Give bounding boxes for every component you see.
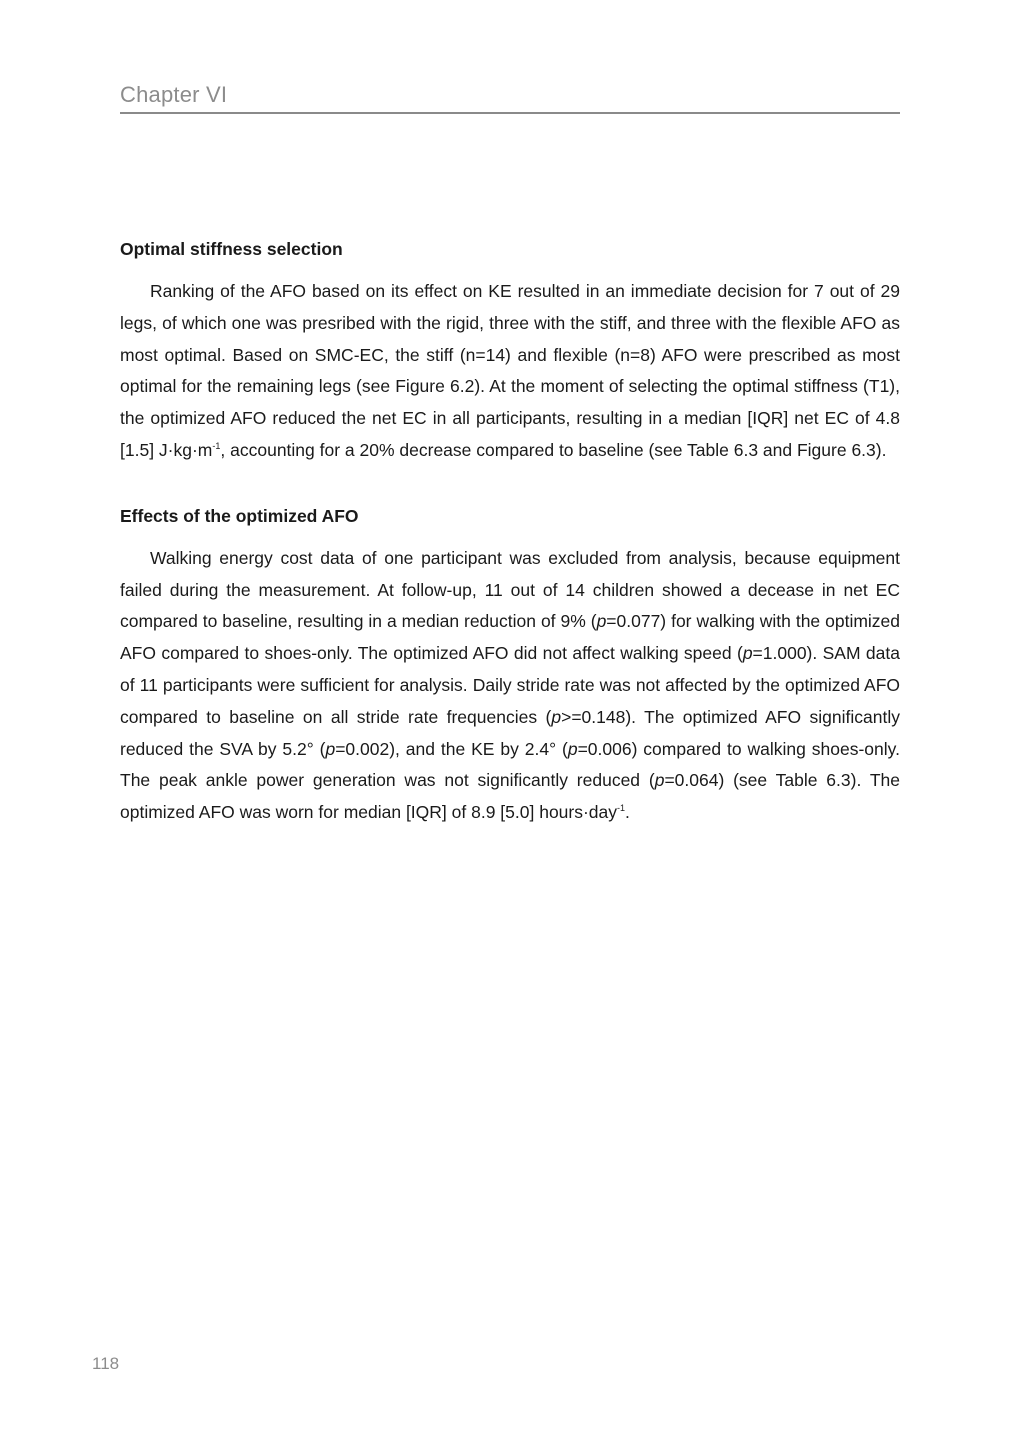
paragraph-optimal-stiffness [120,276,900,467]
paragraph-text: >=0.148). The optimized AFO significantly reduced the SVA by 5.2° ( [120,706,900,759]
page-number: 118 [92,1354,120,1373]
page-header [120,78,900,114]
italic-p: p [742,643,753,664]
paragraph-text: Walking energy cost data of one participant was excluded from analysis, because equipment failed during the measurement. At follow-up, 11 out of 14 children showed a decease in net EC compared to baseline, resulting in a median reduction of 9% ( [120,547,900,632]
paragraph-text: =0.064) (see Table 6.3). The optimized AFO was worn for median [IQR] of 8.9 [5.0] hours·day [120,770,900,823]
paragraph-text: Ranking of the AFO based on its effect on KE resulted in an immediate decision for 7 out of 29 legs, of which one was presribed with the rigid, three with the stiff, and three with the flexible AFO as most optimal. Based on SMC-EC, the stiff (n=14) and flexible (n=8) AFO were prescribed as most optimal for the remaining legs (see Figure 6.2). At the moment of selecting the optimal stiffness (T1), the optimized AFO reduced the net EC in all participants, resulting in a median [IQR] net EC of 4.8 [1.5] J·kg·m [120,281,900,460]
paragraph-text: . [625,802,630,823]
chapter-title: Chapter VI [120,82,228,107]
italic-p: p [325,738,336,759]
paragraph-text: =1.000). SAM data of 11 participants were sufficient for analysis. Daily stride rate was not affected by the optimized AFO compared to baseline on all stride rate frequencies ( [120,643,900,727]
section-heading-effects: Effects of the optimized AFO [120,505,359,526]
italic-p: p [567,738,578,759]
superscript: -1 [212,440,221,451]
paragraph-text: =0.002), and the KE by 2.4° ( [335,738,568,759]
italic-p: p [551,706,562,727]
superscript: -1 [617,803,626,814]
paragraph-text: =0.006) compared to walking shoes-only. The peak ankle power generation was not significantly reduced ( [120,738,900,791]
section-effects [120,503,900,829]
page-body [120,236,900,829]
paragraph-effects [120,543,900,829]
paragraph-text: , accounting for a 20% decrease compared to baseline (see Table 6.3 and Figure 6.3). [220,439,887,460]
section-heading-optimal-stiffness: Optimal stiffness selection [120,239,343,259]
italic-p: p [596,611,607,632]
italic-p: p [654,770,665,791]
paragraph-text: =0.077) for walking with the optimized AFO compared to shoes-only. The optimized AFO did not affect walking speed ( [120,611,901,664]
